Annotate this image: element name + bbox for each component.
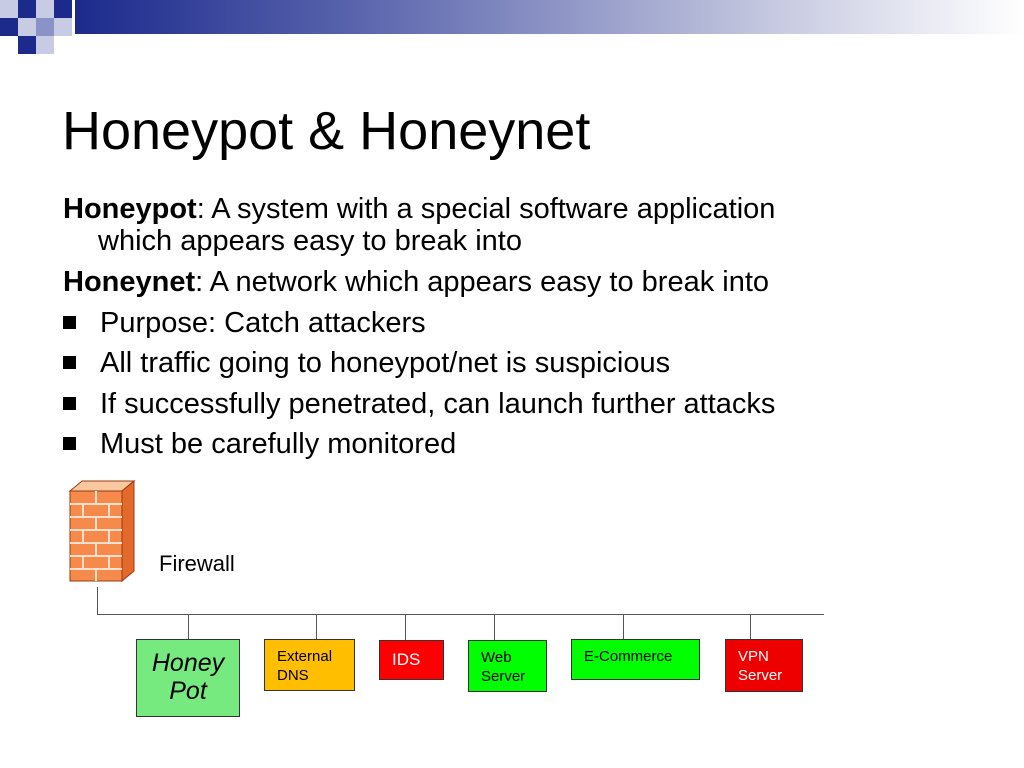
node-link xyxy=(188,615,189,640)
definition-honeynet xyxy=(63,265,769,299)
node-label: External xyxy=(277,648,333,665)
square-bullet-icon xyxy=(63,397,76,410)
definition-continuation: which appears easy to break into xyxy=(98,225,522,257)
slide-title: Honeypot & Honeynet xyxy=(62,101,591,161)
square-bullet-icon xyxy=(63,437,76,450)
definition-term: Honeynet xyxy=(63,266,196,298)
node-link xyxy=(750,615,751,639)
node-label: IDS xyxy=(392,650,421,669)
node-label: DNS xyxy=(277,667,309,684)
node-vpn-server xyxy=(725,639,803,692)
node-honeypot xyxy=(136,639,240,717)
definition-term: Honeypot xyxy=(63,193,197,225)
firewall-label: Firewall xyxy=(159,551,235,576)
header-band xyxy=(75,0,1024,34)
bullet-item: Must be carefully monitored xyxy=(100,428,457,460)
node-link xyxy=(623,615,624,639)
node-label: E-Commerce xyxy=(584,648,673,665)
node-web-server xyxy=(468,640,547,692)
firewall-link xyxy=(97,587,98,615)
bullet-item: If successfully penetrated, can launch further attacks xyxy=(100,388,776,420)
definition-text: : A network which appears easy to break into xyxy=(195,266,770,298)
definition-text: : A system with a special software application xyxy=(196,193,776,225)
node-external-dns xyxy=(264,639,355,691)
bullet-item: All traffic going to honeypot/net is suspicious xyxy=(100,347,671,379)
square-bullet-icon xyxy=(63,316,76,329)
node-label: Server xyxy=(481,668,526,685)
square-bullet-icon xyxy=(63,356,76,369)
node-label: Pot xyxy=(169,677,207,705)
node-label: Server xyxy=(738,667,783,684)
node-label: Web xyxy=(481,649,512,666)
node-link xyxy=(316,615,317,639)
node-label: VPN xyxy=(738,648,769,665)
node-label: Honey xyxy=(151,649,225,677)
node-ids xyxy=(379,640,444,680)
node-e-commerce xyxy=(571,639,700,680)
brick-wall-icon xyxy=(66,479,136,585)
definition-honeypot xyxy=(63,192,775,226)
bullet-item: Purpose: Catch attackers xyxy=(100,307,426,339)
node-link xyxy=(494,615,495,640)
network-backbone xyxy=(97,614,824,615)
node-link xyxy=(405,615,406,640)
